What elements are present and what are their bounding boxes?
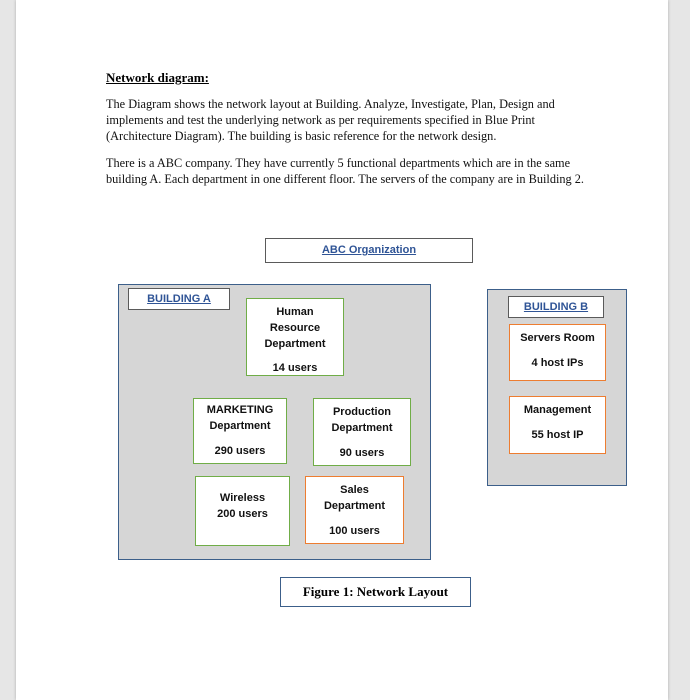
building-b-label: BUILDING B <box>523 301 589 313</box>
organization-box <box>265 238 473 263</box>
intro-paragraph: The Diagram shows the network layout at Building. Analyze, Investigate, Plan, Design and implements and test the underlying network as per requirements specified in Blue Print (Architecture Diagram). The building is basic reference for the network design. <box>106 97 555 143</box>
marketing-line1: MARKETING <box>206 404 274 416</box>
servers-name: Servers Room <box>520 332 595 344</box>
management-hosts: 55 host IP <box>531 429 584 441</box>
human-resource-box <box>246 298 344 376</box>
marketing-users: 290 users <box>214 445 266 457</box>
page-heading: Network diagram: <box>106 70 209 85</box>
building-b-area <box>487 289 627 486</box>
hr-line1: Human <box>276 306 314 318</box>
figure-caption: Figure 1: Network Layout <box>280 577 471 607</box>
management-box <box>509 396 606 454</box>
building-a-label: BUILDING A <box>147 293 211 305</box>
document-page <box>16 0 668 700</box>
hr-line2: Resource <box>269 322 321 334</box>
production-box <box>313 398 411 466</box>
production-users: 90 users <box>339 447 385 459</box>
production-line2: Department <box>331 422 393 434</box>
wireless-line2: 200 users <box>217 508 268 520</box>
sales-box <box>305 476 404 544</box>
servers-hosts: 4 host IPs <box>531 357 584 369</box>
production-line1: Production <box>332 406 392 418</box>
organization-label: ABC Organization <box>321 244 417 256</box>
building-a-label-box <box>128 288 230 310</box>
sales-line2: Department <box>323 500 386 512</box>
company-paragraph: There is a ABC company. They have currently 5 functional departments which are in the same building A. Each department in one different floor. The servers of the company are in Building 2. <box>106 156 584 186</box>
wireless-line1: Wireless <box>219 492 266 504</box>
hr-line3: Department <box>264 338 326 350</box>
sales-users: 100 users <box>329 525 380 537</box>
hr-users: 14 users <box>272 362 318 374</box>
sales-line1: Sales <box>340 484 369 496</box>
management-name: Management <box>523 404 592 416</box>
marketing-line2: Department <box>209 420 271 432</box>
building-b-label-box <box>508 296 604 318</box>
servers-room-box <box>509 324 606 381</box>
marketing-box <box>193 398 287 464</box>
wireless-box <box>195 476 290 546</box>
